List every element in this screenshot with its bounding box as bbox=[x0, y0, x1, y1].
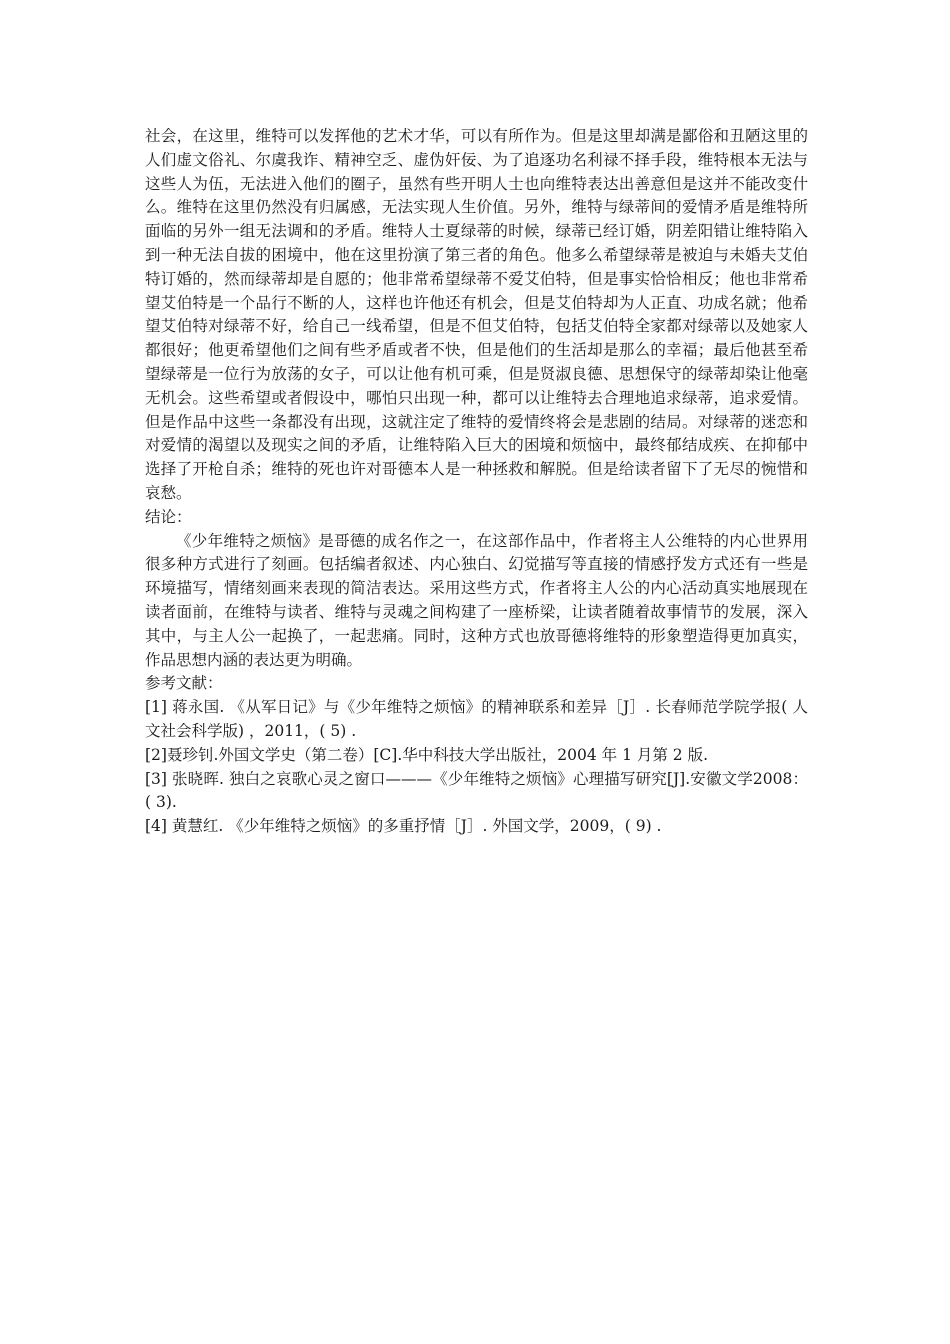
conclusion-paragraph: 《少年维特之烦恼》是哥德的成名作之一，在这部作品中，作者将主人公维特的内心世界用很多种方式进行了刻画。包括编者叙述、内心独白、幻觉描写等直接的情感抒发方式还有一些是环境描写，情绪刻画来表现的简洁表达。采用这些方式，作者将主人公的内心活动真实地展现在读者面前，在维特与读者、维特与灵魂之间构建了一座桥梁，让读者随着故事情节的发展，深入其中，与主人公一起换了，一起悲痛。同时，这种方式也放哥德将维特的形象塑造得更加真实，作品思想内涵的表达更为明确。 bbox=[145, 531, 808, 669]
conclusion-heading: 结论： bbox=[145, 507, 192, 526]
references-heading: 参考文献： bbox=[145, 674, 223, 693]
reference-item: [4] 黄慧红. 《少年维特之烦恼》的多重抒情［J］. 外国文学，2009，( 9) . bbox=[145, 817, 662, 836]
document-body bbox=[145, 125, 808, 839]
reference-item: [1] 蒋永国. 《从军日记》与《少年维特之烦恼》的精神联系和差异［J］. 长春师范学院学报( 人文社会科学版) ，2011，( 5) . bbox=[145, 698, 808, 740]
reference-item: [2]聂珍钊.外国文学史（第二卷）[C].华中科技大学出版社，2004 年 1 月第 2 版. bbox=[145, 745, 708, 764]
body-paragraph: 社会，在这里，维特可以发挥他的艺术才华，可以有所作为。但是这里却满是鄙俗和丑陋这里的人们虚文俗礼、尔虞我诈、精神空乏、虚伪奸佞、为了追逐功名利禄不择手段，维特根本无法与这些人为伍，无法进入他们的圈子，虽然有些开明人士也向维特表达出善意但是这并不能改变什么。维特在这里仍然没有归属感，无法实现人生价值。另外，维特与绿蒂间的爱情矛盾是维特所面临的另外一组无法调和的矛盾。维特人士夏绿蒂的时候，绿蒂已经订婚，阴差阳错让维特陷入到一种无法自拔的困境中，他在这里扮演了第三者的角色。他多么希望绿蒂是被迫与未婚夫艾伯特订婚的，然而绿蒂却是自愿的；他非常希望绿蒂不爱艾伯特，但是事实恰恰相反；他也非常希望艾伯特是一个品行不断的人，这样也许他还有机会，但是艾伯特却为人正直、功成名就；他希望艾伯特对绿蒂不好，给自己一线希望，但是不但艾伯特，包括艾伯特全家都对绿蒂以及她家人都很好；他更希望他们之间有些矛盾或者不快，但是他们的生活却是那么的幸福；最后他甚至希望绿蒂是一位行为放荡的女子，可以让他有机可乘，但是贤淑良德、思想保守的绿蒂却染让他毫无机会。这些希望或者假设中，哪怕只出现一种，都可以让维特去合理地追求绿蒂，追求爱情。但是作品中这些一条都没有出现，这就注定了维特的爱情终将会是悲剧的结局。对绿蒂的迷恋和对爱情的渴望以及现实之间的矛盾，让维特陷入巨大的困境和烦恼中，最终郁结成疾、在抑郁中选择了开枪自杀；维特的死也许对哥德本人是一种拯救和解脱。但是给读者留下了无尽的惋惜和哀愁。 bbox=[145, 127, 808, 502]
reference-item: [3] 张晓晖. 独白之哀歌心灵之窗口———《少年维特之烦恼》心理描写研究[J].安徽文学2008：( 3). bbox=[145, 769, 808, 812]
